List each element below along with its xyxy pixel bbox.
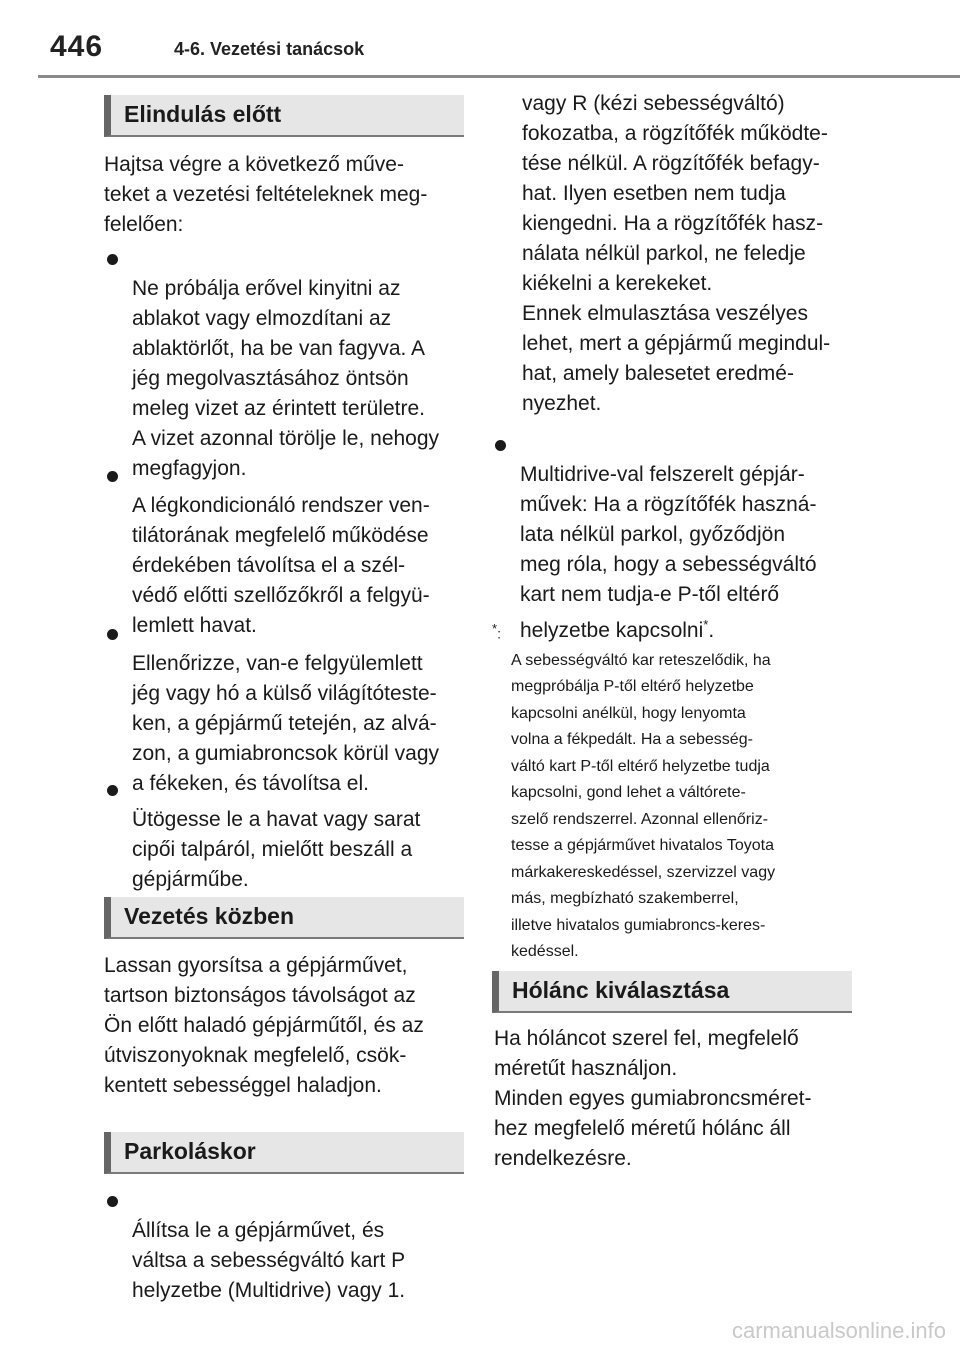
list-item-text: Multidrive-val felszerelt gépjár- művek: Ha a rögzítőfék haszná- lata nélkül parkol, győződjön meg róla, hogy a sebességváltó kart nem tudja-e P-től eltérő helyzetbe kapcsolni [520,463,817,642]
list-item [104,619,439,799]
section-heading-label: Parkoláskor [124,1138,256,1164]
bullet-icon [107,471,118,482]
snow-chain-paragraph: Ha hóláncot szerel fel, megfelelő méretűt használjon. Minden egyes gumiabroncsméret- hez megfelelő méretű hólánc áll rendelkezésre. [494,1027,812,1170]
intro-paragraph: Hajtsa végre a következő műve- teket a vezetési feltételeknek meg- felelően: [104,153,428,236]
page-number: 446 [50,30,104,63]
list-item [104,1186,405,1306]
bullet-icon [107,254,118,265]
section-heading-label: Vezetés közben [124,903,295,929]
section-heading-while-driving [104,897,464,939]
driving-paragraph: Lassan gyorsítsa a gépjárművet, tartson biztonságos távolságot az Ön előtt haladó gépjárműtől, és az útviszonyoknak megfelelő, csök- kentett sebességgel haladjon. [104,954,424,1097]
page-header [0,0,960,80]
watermark: carmanualsonline.info [731,1318,946,1343]
section-heading-label: Hólánc kiválasztása [512,977,730,1003]
footnote-text: A sebességváltó kar reteszelődik, ha megpróbálja P-től eltérő helyzetbe kapcsolni anélkül, hogy lenyomta volna a fékpedált. Ha a sebesség- váltó kart P-től eltérő helyzetbe tudja kapcsolni, gond lehet a váltórete- szelő rendszerrel. Azonnal ellenőriz- tesse a gépjárművet hivatalos Toyota márkakereskedéssel, szervizzel vagy más, megbízható szakemberrel, illetve hivatalos gumiabroncs-keres- kedéssel. [511,651,776,960]
list-item [492,430,817,646]
section-heading-before-start [104,95,464,137]
section-heading-snow-chain [492,971,852,1013]
bullet-icon [107,629,118,640]
list-item-text: Ütögesse le a havat vagy sarat cipői talpáról, mielőtt beszáll a gépjárműbe. [132,808,421,891]
section-heading-parking [104,1132,464,1174]
list-item [104,461,430,641]
footnote-reference: * [703,617,709,632]
bullet-icon [495,440,506,451]
list-item [104,775,420,895]
bullet-icon [107,1196,118,1207]
footnote [492,621,775,966]
list-item [104,244,439,484]
bullet-icon [107,785,118,796]
section-title: 4-6. Vezetési tanácsok [174,39,365,59]
list-item-text: A légkondicionáló rendszer ven- tilátorának megfelelő működése érdekében távolítsa el a szél- védő előtti szellőzőkről a felgyü- lemlett havat. [132,494,430,637]
section-heading-label: Elindulás előtt [124,101,282,127]
header-divider [38,75,960,78]
list-item-text-end: . [708,619,715,642]
list-item-text: Ne próbálja erővel kinyitni az ablakot vagy elmozdítani az ablaktörlőt, ha be van fagyva. A jég megolvasztásához öntsön meleg vizet az érintett területre. A vizet azonnal törölje le, nehogy megfagyjon. [132,277,440,480]
list-item-text: Ellenőrizze, van-e felgyülemlett jég vagy hó a külső világítóteste- ken, a gépjármű tetején, az alvá- zon, a gumiabroncsok körül vagy a fékeken, és távolítsa el. [132,652,439,795]
list-item-text: Állítsa le a gépjárművet, és váltsa a sebességváltó kart P helyzetbe (Multidrive) vagy 1. [132,1219,406,1302]
footnote-marker: *: [492,621,501,642]
parking-continuation: vagy R (kézi sebességváltó) fokozatba, a rögzítőfék működte- tése nélkül. A rögzítőfék befagy- hat. Ilyen esetben nem tudja kiengedni. Ha a rögzítőfék hasz- nálata nélkül parkol, ne feledje kiékelni a kerekeket. Ennek elmulasztása veszélyes lehet, mert a gépjármű megindul- hat, amely balesetet eredmé- nyezhet. [522,92,831,415]
